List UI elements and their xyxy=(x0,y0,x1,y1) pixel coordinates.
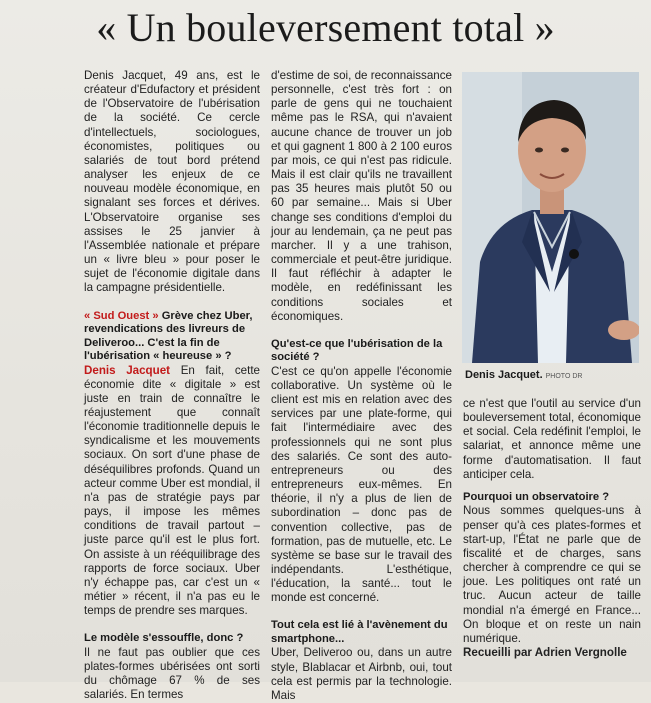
question-2: Le modèle s'essouffle, donc ? xyxy=(84,632,244,645)
headline: « Un bouleversement total » xyxy=(96,5,555,50)
answer-1-text: En fait, cette économie dite « digitale » est juste en train de connaître le réajustement que connaît l'économie traditionnelle depuis le syndicalisme et les mouvements sociaux. On sort d'une phase de déséquilibres profonds. Quand un acteur comme Uber est mondial, il n'a pas de stratégie pays par pays, il impose les mêmes conditions de travail partout – juste parce qu'il est le plus fort. On assiste à un rééquilibrage des rapports de force sociaux. Uber n'y échappe pas, car c'est un « métier » récent, il n'a pas eu le temps de prendre ses marques. xyxy=(84,363,260,618)
question-3: Qu'est-ce que l'ubérisation de la société ? xyxy=(271,337,443,364)
signature: Recueilli par Adrien Vergnolle xyxy=(463,646,627,659)
question-1-text: Grève chez Uber, revendications des livreurs de Deliveroo... C'est la fin de l'ubérisation « heureuse » ? xyxy=(84,309,253,362)
caption-name: Denis Jacquet. xyxy=(465,369,543,381)
portrait-photo xyxy=(462,72,639,363)
photo-credit: PHOTO DR xyxy=(545,373,583,380)
answer-4: Uber, Deliveroo ou, dans un autre style, Blablacar et Airbnb, oui, tout cela est permis par la technologie. Mais xyxy=(271,646,452,702)
answer-2-continued: d'estime de soi, de reconnaissance personnelle, c'est très fort : on parle de gens qui ne touchaient même pas le RSA, qui n'avaient aucune chance de trouver un job et qui gagnent 1 800 à 2 100 euros par mois, ce qui n'est pas ridicule. Mais il est clair qu'ils ne travaillent pas 35 heures mais plutôt 50 ou 60 par semaine... Mais si Uber change ses conditions d'emploi du jour au lendemain, ça ne peut pas marcher. Il y a une trahison, commerciale et peut-être juridique. Il faut réfléchir à adapter le modèle, en redéfinissant les conditions sociales et économiques. xyxy=(271,69,452,323)
column-2 xyxy=(271,69,452,703)
answer-speaker: Denis Jacquet xyxy=(84,363,171,377)
question-4: Tout cela est lié à l'avènement du smartphone... xyxy=(271,619,448,645)
column-3 xyxy=(463,397,641,660)
portrait-illustration xyxy=(462,72,639,363)
photo-caption xyxy=(465,369,641,381)
column-1 xyxy=(84,69,260,702)
answer-1 xyxy=(84,364,260,619)
answer-4-continued: ce n'est que l'outil au service d'un bouleversement total, économique et social. Cela redéfinit l'emploi, le salariat, et annonce même une forme d'automatisation. Il faut anticiper cela. xyxy=(463,397,641,481)
answer-5: Nous sommes quelques-uns à penser qu'à ces plates-formes et start-up, l'État ne parle que de fiscalité et de charges, sans chercher à comprendre ce qui se joue. Les politiques ont raté un truc. Aucun acteur de taille mondial n'a émergé en France... On bloque et on reste un nain numérique. xyxy=(463,504,641,645)
question-5: Pourquoi un observatoire ? xyxy=(463,490,610,503)
answer-3: C'est ce qu'on appelle l'économie collaborative. Un système où le client est mis en relation avec des services par une plate-forme, qui fait l'intermédiaire avec des professionnels qui ne sont plus des salariés. Ce sont des auto-entrepreneurs ou des entrepreneurs eux-mêmes. En théorie, il n'y a plus de lien de subordination – donc pas de convention collective, pas de formation, pas de mutuelle, etc. Le système se base sur le travail des indépendants. L'esthétique, l'éducation, la santé... tout le monde est concerné. xyxy=(271,364,452,605)
newspaper-name: « Sud Ouest » xyxy=(84,309,159,322)
question-1 xyxy=(84,310,260,364)
intro-paragraph: Denis Jacquet, 49 ans, est le créateur d'Edufactory et président de l'Observatoire de l'ubérisation de la société. Ce cercle d'intellectuels, sociologues, économistes, politiques ou salariés de tout bord prétend analyser les enjeux de ce nouveau modèle économique, en signalant ses forces et dérives. L'Observatoire organise ses assises le 25 janvier à l'Assemblée nationale et prépare un « livre bleu » pour poser le sujet de l'économie digitale dans la campagne présidentielle. xyxy=(84,69,260,295)
answer-2: Il ne faut pas oublier que ces plates-formes ubérisées ont sorti du chômage 67 % de ses salariés. En termes xyxy=(84,645,260,702)
